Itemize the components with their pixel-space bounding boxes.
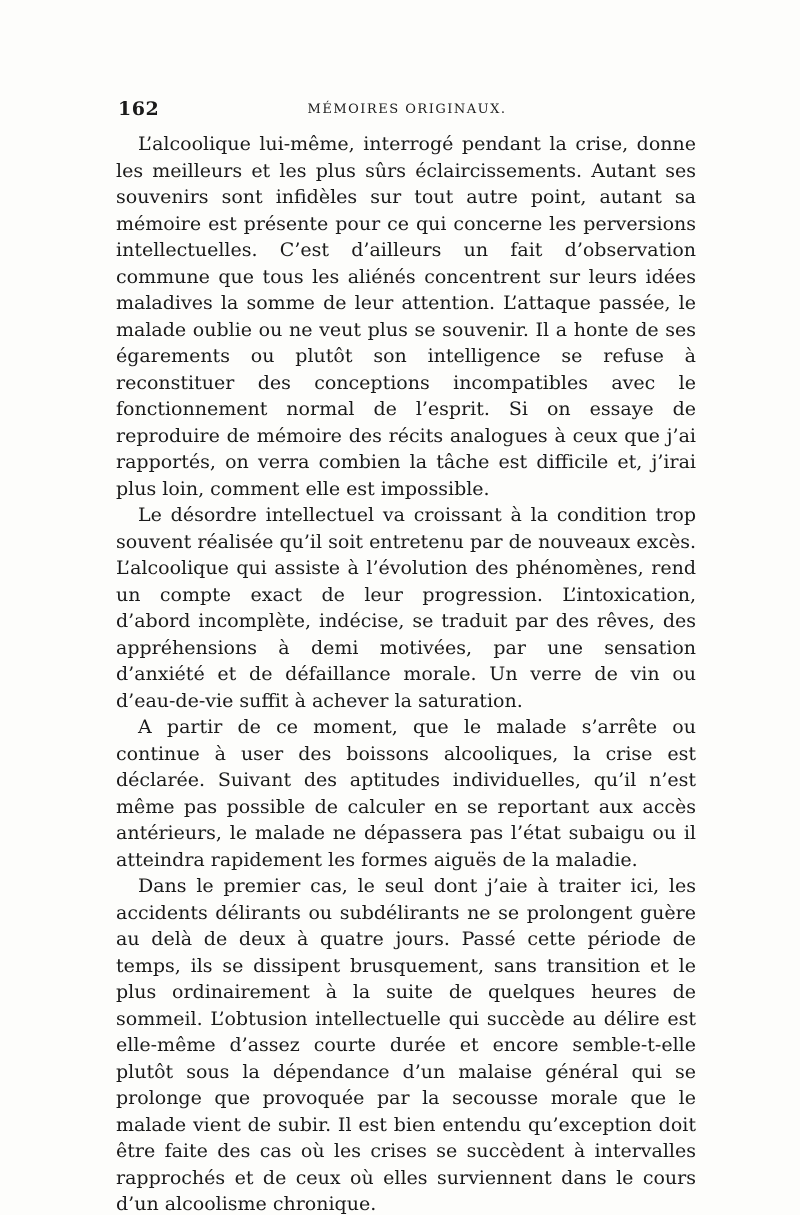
paragraph-4: Dans le premier cas, le seul dont j’aie à traiter ici, les accidents délirants ou subdélirants ne se prolongent guère au delà de deux à quatre jours. Passé cette période de temps, ils se dissipent brusquement, sans transition et le plus ordinairement à la suite de quelques heures de sommeil. L’obtusion intellectuelle qui succède au délire est elle-même d’assez courte durée et encore semble-t-elle plutôt sous la dépendance d’un malaise général qui se prolonge que provoquée par la secousse morale que le malade vient de subir. Il est bien entendu qu’exception doit être faite des cas où les crises se succèdent à intervalles rapprochés et de ceux où elles surviennent dans le cours d’un alcoolisme chronique. <box>116 875 696 1215</box>
body-text <box>116 131 696 1218</box>
page-header <box>118 98 696 124</box>
page-number: 162 <box>118 98 160 120</box>
running-title: MÉMOIRES ORIGINAUX. <box>307 102 507 117</box>
paragraph-3: A partir de ce moment, que le malade s’arrête ou continue à user des boissons alcooliques, la crise est déclarée. Suivant des aptitudes individuelles, qu’il n’est même pas possible de calculer en se reportant aux accès antérieurs, le malade ne dépassera pas l’état subaigu ou il atteindra rapidement les formes aiguës de la maladie. <box>116 716 696 871</box>
paragraph-1: L’alcoolique lui-même, interrogé pendant la crise, donne les meilleurs et les plus sûrs éclaircissements. Autant ses souvenirs sont infidèles sur tout autre point, autant sa mémoire est présente pour ce qui concerne les perversions intellectuelles. C’est d’ailleurs un fait d’observation commune que tous les aliénés concentrent sur leurs idées maladives la somme de leur attention. L’attaque passée, le malade oublie ou ne veut plus se souvenir. Il a honte de ses égarements ou plutôt son intelligence se refuse à reconstituer des conceptions incompatibles avec le fonctionnement normal de l’esprit. Si on essaye de reproduire de mémoire des récits analogues à ceux que j’ai rapportés, on verra combien la tâche est difficile et, j’irai plus loin, comment elle est impossible. <box>116 133 696 500</box>
paragraph-2: Le désordre intellectuel va croissant à la condition trop souvent réalisée qu’il soit entretenu par de nouveaux excès. L’alcoolique qui assiste à l’évolution des phénomènes, rend un compte exact de leur progression. L’intoxication, d’abord incomplète, indécise, se traduit par des rêves, des appréhensions à demi motivées, par une sensation d’anxiété et de défaillance morale. Un verre de vin ou d’eau-de-vie suffit à achever la saturation. <box>116 504 696 712</box>
